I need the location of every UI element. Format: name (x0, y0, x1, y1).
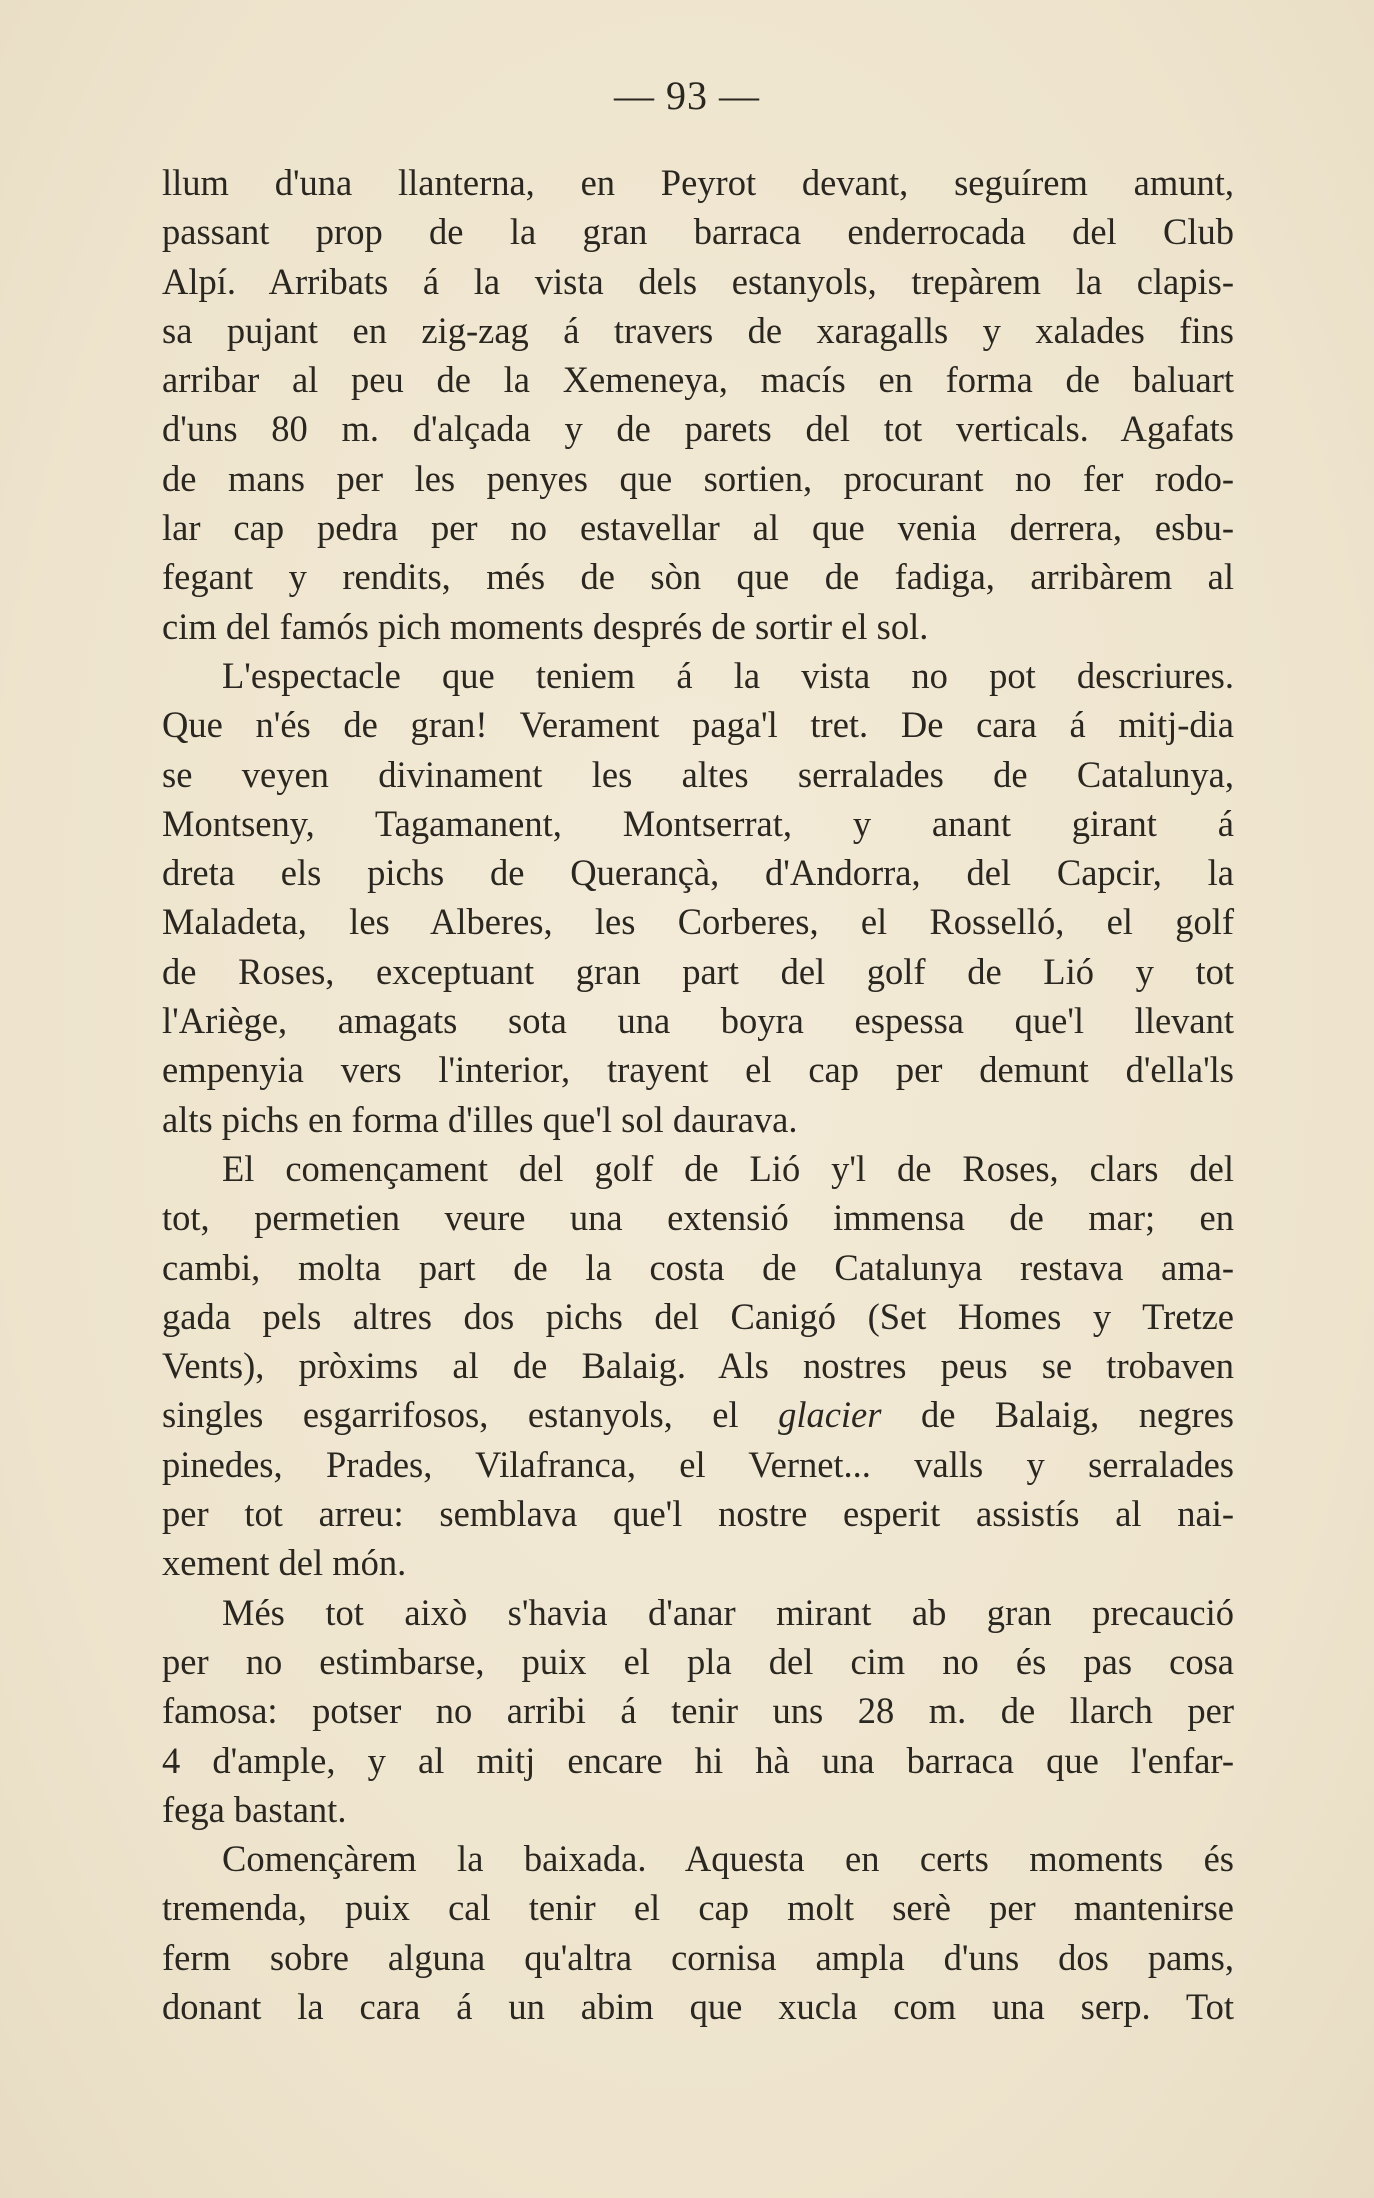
text-line: empenyia vers l'interior, trayent el cap per demunt d'ella'ls (162, 1049, 1234, 1091)
text-line-with-italic (162, 1390, 1234, 1439)
text-line: Alpí. Arribats á la vista dels estanyols, trepàrem la clapis- (162, 260, 1234, 302)
text-line: ferm sobre alguna qu'altra cornisa ampla d'uns dos pams, (162, 1936, 1234, 1978)
text-line: Maladeta, les Alberes, les Corberes, el Rosselló, el golf (162, 901, 1234, 943)
text-line: cim del famós pich moments després de sortir el sol. (162, 605, 929, 647)
text-line: de mans per les penyes que sortien, procurant no fer rodo- (162, 457, 1234, 499)
text-line: sa pujant en zig-zag á travers de xaragalls y xalades fins (162, 309, 1234, 351)
text-segment: de Balaig, negres (920, 1394, 1234, 1436)
body-text (162, 158, 1234, 2031)
text-line: Que n'és de gran! Verament paga'l tret. De cara á mitj-dia (162, 704, 1234, 746)
text-line: pinedes, Prades, Vilafranca, el Vernet... valls y serralades (162, 1443, 1234, 1485)
text-line: lar cap pedra per no estavellar al que venia derrera, esbu- (162, 507, 1234, 549)
text-line: tot, permetien veure una extensió immensa de mar; en (162, 1197, 1234, 1239)
text-line: Començàrem la baixada. Aquesta en certs moments és (222, 1838, 1234, 1880)
text-line: famosa: potser no arribi á tenir uns 28 m. de llarch per (162, 1690, 1234, 1732)
text-line: cambi, molta part de la costa de Catalunya restava ama- (162, 1246, 1234, 1288)
text-line: tremenda, puix cal tenir el cap molt serè per mantenirse (162, 1887, 1234, 1929)
text-line: per tot arreu: semblava que'l nostre esperit assistís al nai- (162, 1493, 1234, 1535)
text-line: dreta els pichs de Querançà, d'Andorra, del Capcir, la (162, 852, 1234, 894)
text-line: Més tot això s'havia d'anar mirant ab gran precaució (222, 1591, 1234, 1633)
text-line: El començament del golf de Lió y'l de Roses, clars del (222, 1147, 1234, 1189)
text-line: per no estimbarse, puix el pla del cim no és pas cosa (162, 1640, 1234, 1682)
page-number: — 93 — (614, 73, 760, 118)
text-line: d'uns 80 m. d'alçada y de parets del tot verticals. Agafats (162, 408, 1234, 450)
text-line: de Roses, exceptuant gran part del golf de Lió y tot (162, 950, 1234, 992)
text-line: llum d'una llanterna, en Peyrot devant, seguírem amunt, (162, 162, 1234, 203)
text-line: arribar al peu de la Xemeneya, macís en forma de baluart (162, 359, 1234, 401)
text-line: fegant y rendits, més de sòn que de fadiga, arribàrem al (162, 556, 1234, 598)
text-line: L'espectacle que teniem á la vista no pot descriures. (222, 654, 1234, 696)
text-line: Vents), pròxims al de Balaig. Als nostres peus se trobaven (162, 1345, 1234, 1387)
text-line: fega bastant. (162, 1788, 347, 1830)
italic-word: glacier (778, 1394, 882, 1436)
text-line: gada pels altres dos pichs del Canigó (Set Homes y Tretze (162, 1295, 1234, 1337)
text-line: l'Ariège, amagats sota una boyra espessa que'l llevant (162, 1000, 1234, 1042)
text-line: 4 d'ample, y al mitj encare hi hà una barraca que l'enfar- (162, 1739, 1234, 1781)
text-line: xement del món. (162, 1542, 407, 1584)
text-line: se veyen divinament les altes serralades de Catalunya, (162, 753, 1234, 795)
text-line: donant la cara á un abim que xucla com una serp. Tot (162, 1985, 1234, 2027)
text-line: alts pichs en forma d'illes que'l sol daurava. (162, 1098, 798, 1140)
text-line: Montseny, Tagamanent, Montserrat, y anant girant á (162, 802, 1234, 844)
text-line: passant prop de la gran barraca enderrocada del Club (162, 211, 1234, 253)
text-segment: singles esgarrifosos, estanyols, el (162, 1394, 739, 1436)
